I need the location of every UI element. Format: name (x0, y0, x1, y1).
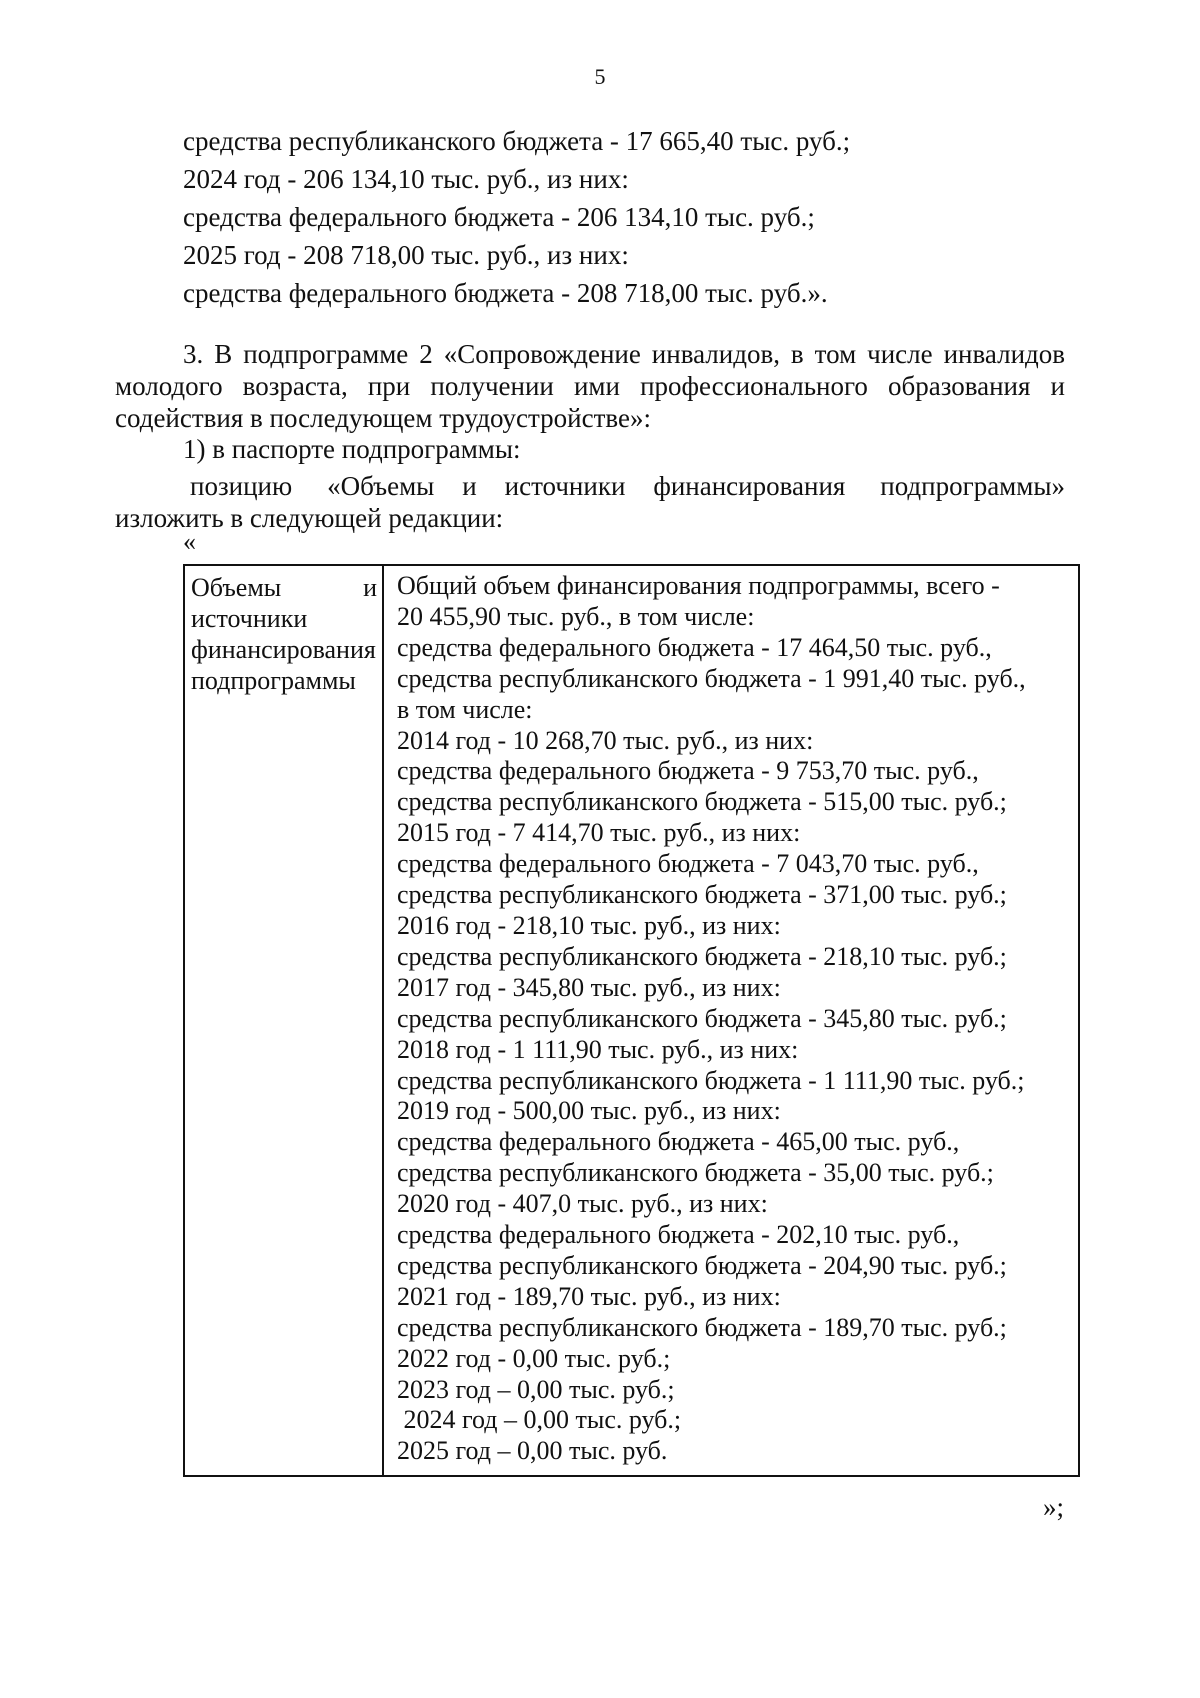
top-line: средства федерального бюджета - 208 718,00 тыс. руб.». (183, 278, 828, 308)
quote-open: « (183, 527, 196, 556)
table-right-line: 20 455,90 тыс. руб., в том числе: (397, 601, 755, 631)
position-line2: изложить в следующей редакции: (115, 503, 504, 533)
table-right-line: 2018 год - 1 111,90 тыс. руб., из них: (397, 1034, 799, 1064)
financing-table (183, 564, 1080, 1477)
table-right-line: в том числе: (397, 694, 533, 724)
section3-paragraph (115, 338, 1065, 434)
table-right-line: средства республиканского бюджета - 218,10 тыс. руб.; (397, 941, 1007, 971)
page-number: 5 (594, 64, 606, 89)
table-right-line: средства республиканского бюджета - 189,70 тыс. руб.; (397, 1312, 1007, 1342)
table-right-line: 2025 год – 0,00 тыс. руб. (397, 1436, 668, 1466)
item1-line: 1) в паспорте подпрограммы: (183, 434, 521, 464)
table-right-line: средства республиканского бюджета - 345,80 тыс. руб.; (397, 1003, 1007, 1033)
left-line4: подпрограммы (191, 666, 356, 695)
position-paragraph (115, 470, 1065, 534)
table-divider (382, 566, 384, 1475)
position-line1: позицию «Объемы и источники финансирования подпрограммы» (190, 471, 1065, 501)
table-right-line: 2021 год - 189,70 тыс. руб., из них: (397, 1281, 781, 1311)
table-right-line: Общий объем финансирования подпрограммы, всего - (397, 571, 1000, 600)
table-right-line: 2015 год - 7 414,70 тыс. руб., из них: (397, 818, 801, 848)
table-right-line: 2014 год - 10 268,70 тыс. руб., из них: (397, 725, 814, 755)
section3-line3: содействия в последующем трудоустройстве»: (115, 403, 651, 433)
table-right-line: 2016 год - 218,10 тыс. руб., из них: (397, 910, 781, 940)
table-right-line: средства республиканского бюджета - 1 991,40 тыс. руб., (397, 663, 1026, 693)
left-word2: и (363, 573, 377, 602)
table-left-cell (191, 572, 377, 696)
left-word1: Объемы (191, 573, 282, 602)
table-right-line: средства федерального бюджета - 17 464,50 тыс. руб., (397, 632, 992, 662)
table-right-line: средства федерального бюджета - 465,00 тыс. руб., (397, 1127, 960, 1157)
table-right-line: средства республиканского бюджета - 1 111,90 тыс. руб.; (397, 1065, 1025, 1095)
table-right-line: 2022 год - 0,00 тыс. руб.; (397, 1343, 671, 1373)
table-right-line: средства республиканского бюджета - 204,90 тыс. руб.; (397, 1250, 1007, 1280)
top-line: средства федерального бюджета - 206 134,10 тыс. руб.; (183, 202, 815, 232)
table-right-line: 2017 год - 345,80 тыс. руб., из них: (397, 972, 781, 1002)
table-right-line: средства республиканского бюджета - 35,00 тыс. руб.; (397, 1158, 994, 1188)
table-right-line: средства республиканского бюджета - 515,00 тыс. руб.; (397, 787, 1007, 817)
table-right-line: 2023 год – 0,00 тыс. руб.; (397, 1374, 675, 1404)
section3-line2: молодого возраста, при получении ими профессионального образования и (115, 371, 1065, 401)
top-line: 2025 год - 208 718,00 тыс. руб., из них: (183, 240, 629, 270)
left-line3: финансирования (191, 635, 376, 664)
table-right-line: средства федерального бюджета - 202,10 тыс. руб., (397, 1220, 960, 1250)
table-right-line: 2024 год – 0,00 тыс. руб.; (397, 1405, 682, 1435)
table-right-line: средства федерального бюджета - 9 753,70 тыс. руб., (397, 756, 979, 786)
top-line: 2024 год - 206 134,10 тыс. руб., из них: (183, 164, 629, 194)
quote-close: »; (1043, 1492, 1065, 1522)
section3-line1: 3. В подпрограмме 2 «Сопровождение инвалидов, в том числе инвалидов (183, 339, 1065, 369)
table-right-line: средства федерального бюджета - 7 043,70 тыс. руб., (397, 849, 979, 879)
table-right-cell (397, 571, 1077, 1467)
left-line2: источники (191, 604, 308, 633)
left-row1 (191, 572, 377, 603)
table-right-line: средства республиканского бюджета - 371,00 тыс. руб.; (397, 880, 1007, 910)
table-right-line: 2019 год - 500,00 тыс. руб., из них: (397, 1096, 781, 1126)
top-line: средства республиканского бюджета - 17 665,40 тыс. руб.; (183, 126, 851, 156)
table-right-line: 2020 год - 407,0 тыс. руб., из них: (397, 1189, 768, 1219)
